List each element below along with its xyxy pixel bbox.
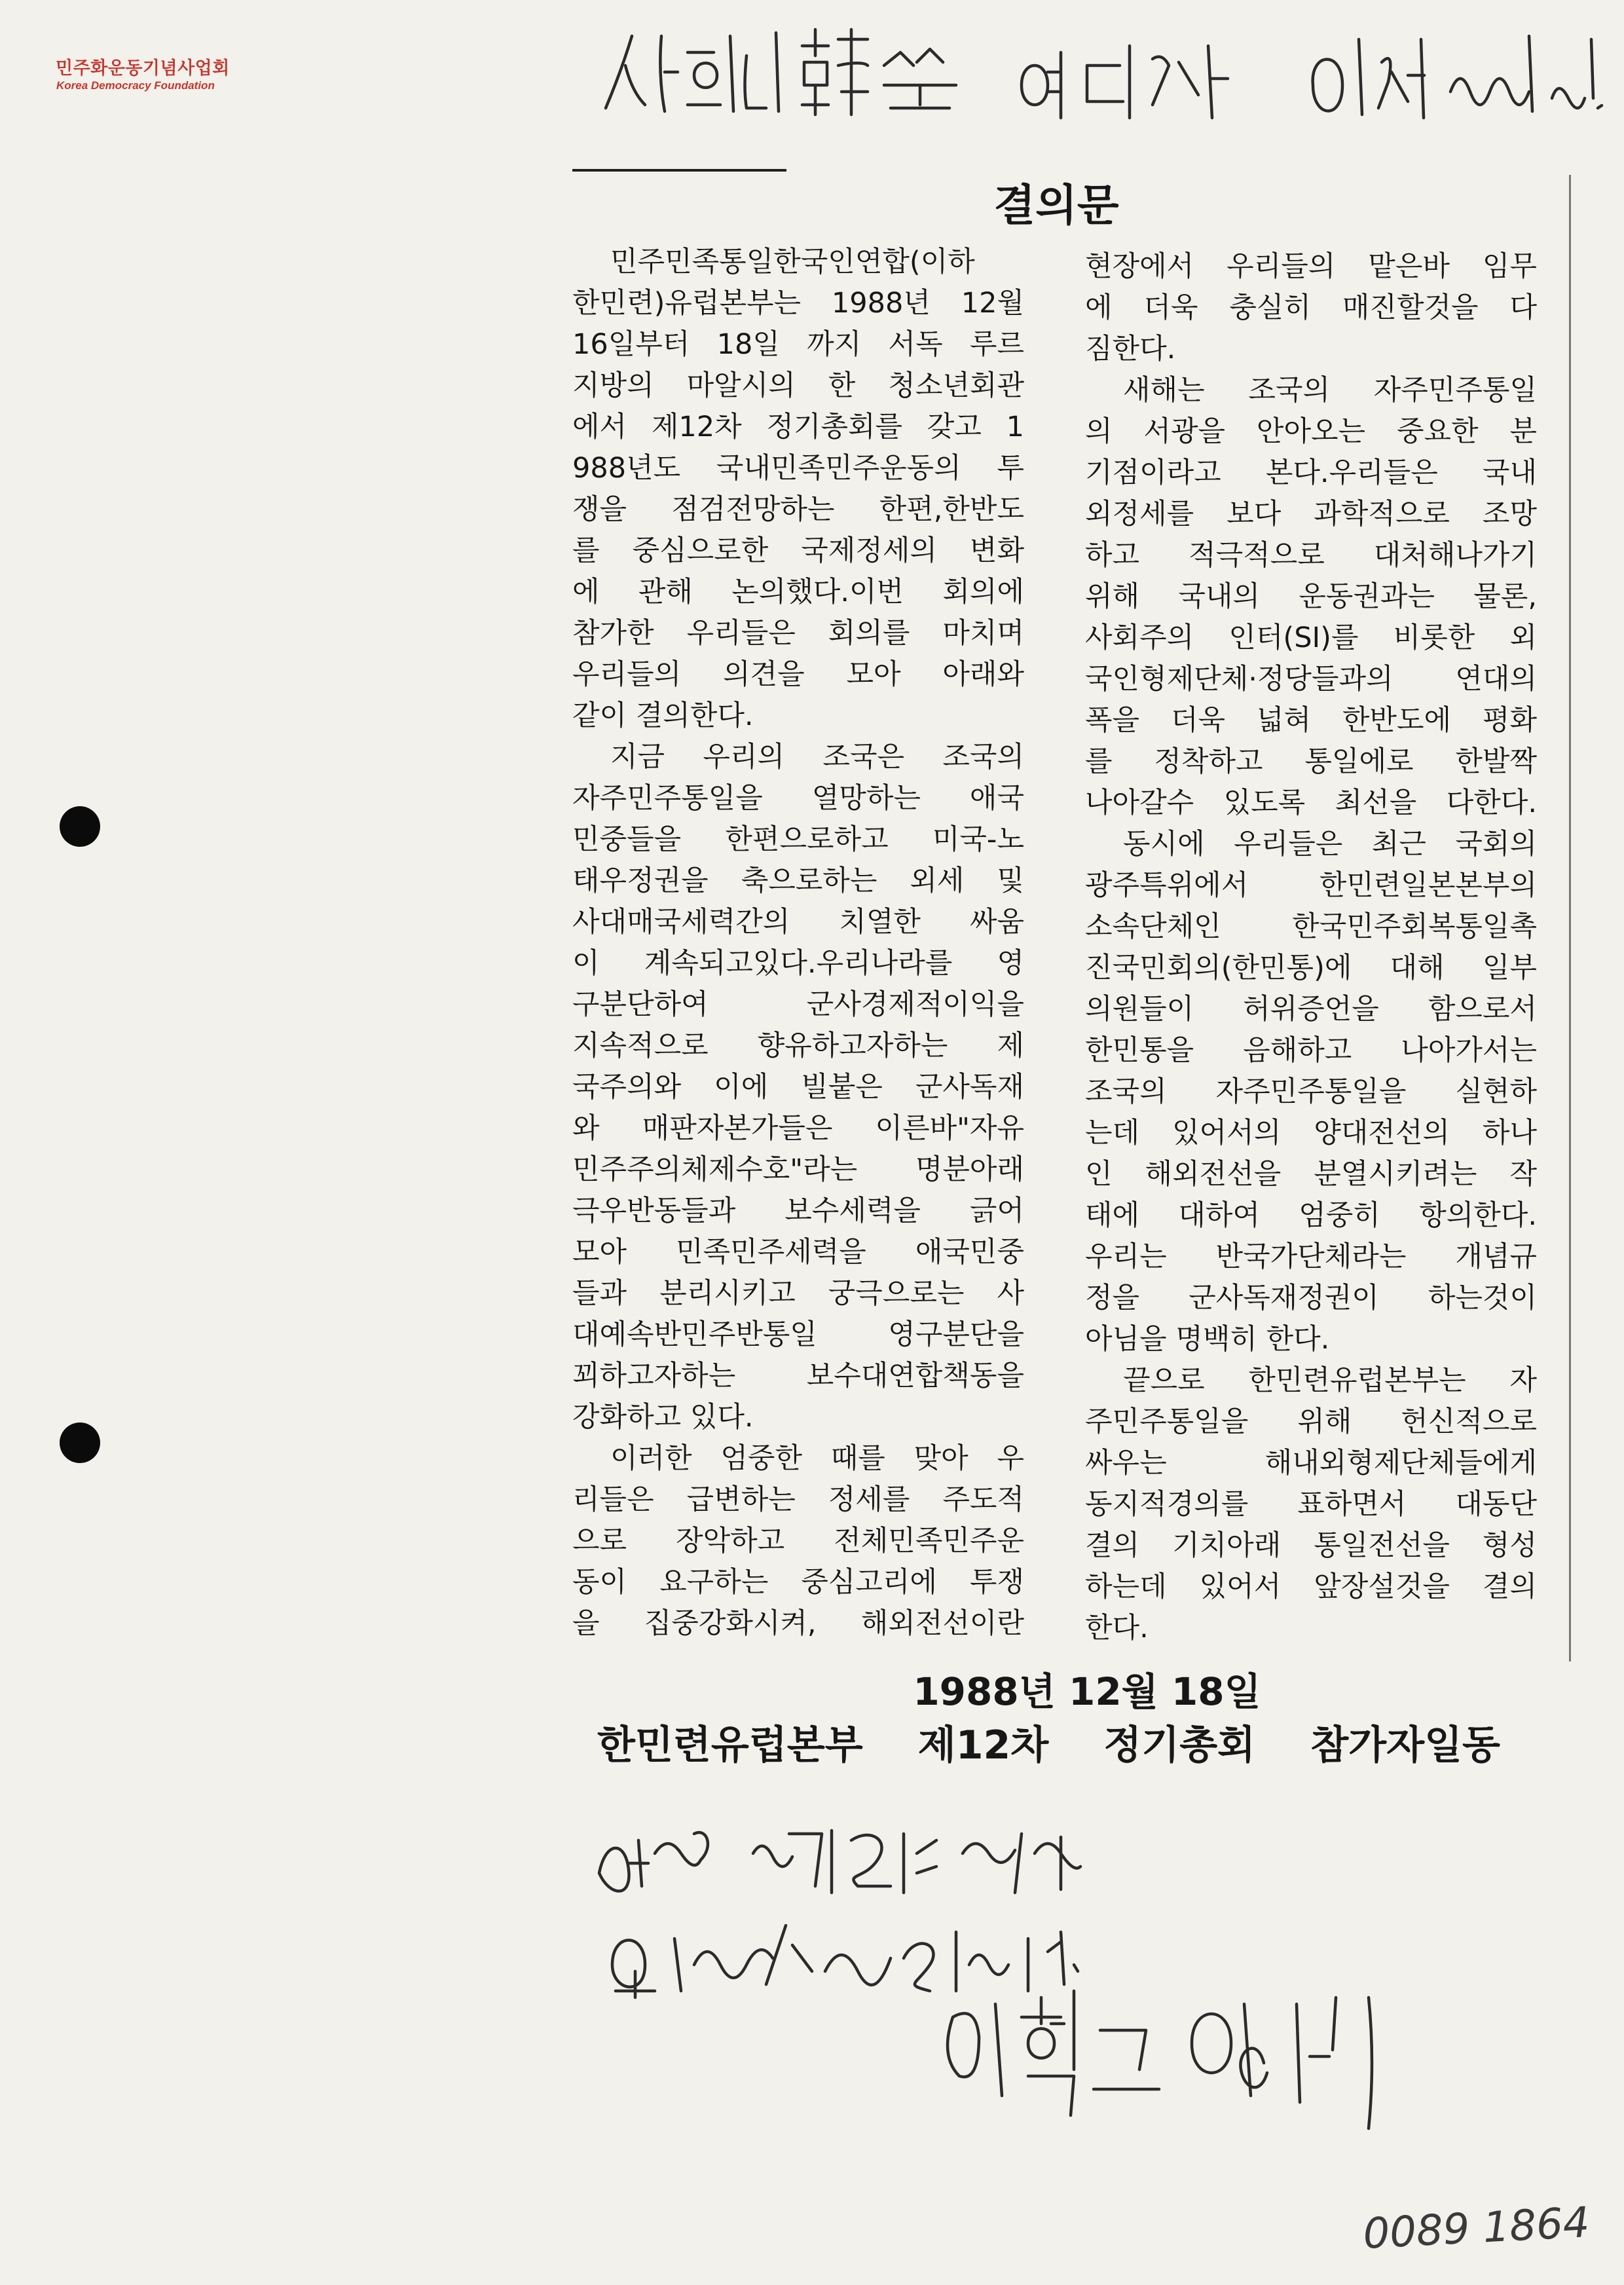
text-line: 를 정착하고 통일에로 한발짝 bbox=[1085, 745, 1537, 778]
text-line: 꾀하고자하는 보수대연합책동을 bbox=[572, 1360, 1024, 1392]
handwritten-note-top bbox=[606, 29, 1602, 118]
text-line: 한다. bbox=[1085, 1612, 1149, 1644]
text-line: 을 집중강화시켜, 해외전선이란 bbox=[572, 1607, 1024, 1640]
text-line: 끝으로 한민련유럽본부는 자 bbox=[1123, 1364, 1537, 1397]
handwriting-stroke bbox=[1094, 1997, 1372, 2128]
text-line: 새해는 조국의 자주민주통일 bbox=[1123, 374, 1537, 407]
archive-number: 0089 1864 bbox=[1361, 2198, 1591, 2259]
handwritten-signature bbox=[948, 1991, 1372, 2128]
text-line: 쟁을 점검전망하는 한편,한반도 bbox=[572, 493, 1024, 526]
text-line: 강화하고 있다. bbox=[572, 1401, 754, 1434]
archive-watermark-korean: 민주화운동기념사업회 bbox=[56, 58, 230, 79]
text-line: 민중들을 한편으로하고 미국-노 bbox=[572, 823, 1024, 856]
text-line: 참가한 우리들은 회의를 마치며 bbox=[572, 617, 1024, 650]
signatory-line: 한민련유럽본부 제12차 정기총회 참가자일동 bbox=[597, 1722, 1500, 1768]
text-line: 에 더욱 충실히 매진할것을 다 bbox=[1085, 291, 1537, 324]
text-line: 같이 결의한다. bbox=[572, 699, 754, 732]
text-line: 싸우는 해내외형제단체들에게 bbox=[1085, 1447, 1537, 1479]
text-line: 지금 우리의 조국은 조국의 bbox=[610, 741, 1024, 773]
text-line: 진국민회의(한민통)에 대해 일부 bbox=[1085, 952, 1537, 984]
text-line: 폭을 더욱 넓혀 한반도에 평화 bbox=[1085, 704, 1537, 737]
text-line: 모아 민족민주세력을 애국민중 bbox=[572, 1236, 1024, 1269]
handwriting-stroke bbox=[1022, 46, 1228, 118]
text-line: 들과 분리시키고 궁극으로는 사 bbox=[572, 1277, 1024, 1310]
handwriting-stroke bbox=[884, 49, 956, 108]
text-line: 16일부터 18일 까지 서독 루르 bbox=[572, 328, 1024, 361]
text-line: 우리들의 의견을 모아 아래와 bbox=[572, 658, 1024, 691]
text-line: 하고 적극적으로 대처해나가기 bbox=[1085, 539, 1537, 572]
handwriting-stroke bbox=[753, 1830, 1080, 1893]
text-line: 동시에 우리들은 최근 국회의 bbox=[1123, 828, 1537, 861]
text-line: 동이 요구하는 중심고리에 투쟁 bbox=[572, 1566, 1024, 1599]
text-line: 주민주통일을 위해 헌신적으로 bbox=[1085, 1405, 1537, 1438]
text-line: 한민련)유럽본부는 1988년 12월 bbox=[572, 287, 1024, 320]
header-rule bbox=[572, 169, 786, 172]
text-line: 하는데 있어서 앞장설것을 결의 bbox=[1085, 1570, 1537, 1603]
text-line: 이 계속되고있다.우리나라를 영 bbox=[572, 947, 1024, 980]
text-line: 결의 기치아래 통일전선을 형성 bbox=[1085, 1529, 1537, 1562]
text-line: 사대매국세력간의 치열한 싸움 bbox=[572, 906, 1024, 938]
text-line: 에 관해 논의했다.이번 회의에 bbox=[572, 576, 1024, 608]
text-line: 외정세를 보다 과학적으로 조망 bbox=[1085, 498, 1537, 530]
text-line: 를 중심으로한 국제정세의 변화 bbox=[572, 534, 1024, 567]
text-line: 에서 제12차 정기총회를 갖고 1 bbox=[572, 411, 1024, 443]
archive-watermark-english: Korea Democracy Foundation bbox=[56, 79, 215, 92]
text-line: 와 매판자본가들은 이른바"자유 bbox=[572, 1112, 1024, 1145]
text-line: 광주특위에서 한민련일본본부의 bbox=[1085, 869, 1537, 902]
text-line: 인 해외전선을 분열시키려는 작 bbox=[1085, 1158, 1537, 1191]
text-line: 국주의와 이에 빌붙은 군사독재 bbox=[572, 1071, 1024, 1104]
left-text-column bbox=[572, 242, 1024, 1644]
handwriting-stroke bbox=[948, 2004, 1002, 2096]
punch-hole bbox=[60, 806, 100, 847]
text-line: 조국의 자주민주통일을 실현하 bbox=[1085, 1075, 1537, 1108]
text-line: 리들은 급변하는 정세를 주도적 bbox=[572, 1483, 1024, 1516]
text-line: 태에 대하여 엄중히 항의한다. bbox=[1085, 1199, 1537, 1232]
right-text-column bbox=[1085, 246, 1537, 1649]
text-line: 이러한 엄중한 때를 맞아 우 bbox=[610, 1442, 1024, 1475]
text-line: 국인형제단체·정당들과의 연대의 bbox=[1085, 663, 1537, 696]
handwriting-stroke bbox=[1022, 1991, 1074, 2115]
text-line: 정을 군사독재정권이 하는것이 bbox=[1085, 1282, 1537, 1314]
text-line: 988년도 국내민족민주운동의 투 bbox=[572, 452, 1024, 485]
text-line: 민주민족통일한국인연합(이하 bbox=[610, 246, 975, 278]
text-line: 대예속반민주반통일 영구분단을 bbox=[572, 1318, 1024, 1351]
document-date: 1988년 12월 18일 bbox=[913, 1669, 1261, 1714]
text-line: 자주민주통일을 열망하는 애국 bbox=[572, 782, 1024, 815]
text-line: 구분단하여 군사경제적이익을 bbox=[572, 988, 1024, 1021]
text-line: 는데 있어서의 양대전선의 하나 bbox=[1085, 1117, 1537, 1149]
text-line: 우리는 반국가단체라는 개념규 bbox=[1085, 1240, 1537, 1273]
text-line: 기점이라고 본다.우리들은 국내 bbox=[1085, 456, 1537, 489]
text-line: 극우반동들과 보수세력을 긁어 bbox=[572, 1195, 1024, 1227]
column-border-rule bbox=[1569, 175, 1571, 1662]
handwriting-stroke bbox=[599, 1832, 708, 1891]
text-line: 현장에서 우리들의 맡은바 임무 bbox=[1085, 250, 1537, 283]
text-line: 위해 국내의 운동권과는 물론, bbox=[1085, 580, 1537, 613]
text-line: 의원들이 허위증언을 함으로서 bbox=[1085, 993, 1537, 1026]
punch-hole bbox=[60, 1422, 100, 1463]
text-line: 의 서광을 안아오는 중요한 분 bbox=[1085, 415, 1537, 448]
handwriting-stroke bbox=[612, 1925, 1078, 1997]
text-line: 태우정권을 축으로하는 외세 및 bbox=[572, 864, 1024, 897]
text-line: 나아갈수 있도록 최선을 다한다. bbox=[1085, 787, 1537, 819]
handwriting-stroke bbox=[802, 29, 868, 115]
text-line: 지속적으로 향유하고자하는 제 bbox=[572, 1030, 1024, 1062]
handwriting-stroke bbox=[688, 33, 779, 111]
document-title: 결의문 bbox=[993, 180, 1119, 231]
text-line: 소속단체인 한국민주회복통일촉 bbox=[1085, 910, 1537, 943]
handwriting-stroke bbox=[1313, 36, 1602, 118]
text-line: 지방의 마알시의 한 청소년회관 bbox=[572, 369, 1024, 402]
text-line: 사회주의 인터(SI)를 비롯한 외 bbox=[1085, 622, 1537, 654]
text-line: 한민통을 음해하고 나아가서는 bbox=[1085, 1034, 1537, 1067]
text-line: 민주주의체제수호"라는 명분아래 bbox=[572, 1153, 1024, 1186]
text-line: 짐한다. bbox=[1085, 333, 1176, 365]
text-line: 아님을 명백히 한다. bbox=[1085, 1323, 1330, 1356]
text-line: 동지적경의를 표하면서 대동단 bbox=[1085, 1488, 1537, 1521]
text-line: 으로 장악하고 전체민족민주운 bbox=[572, 1525, 1024, 1557]
handwriting-stroke bbox=[606, 36, 678, 111]
handwritten-note-bottom bbox=[599, 1830, 1080, 1997]
